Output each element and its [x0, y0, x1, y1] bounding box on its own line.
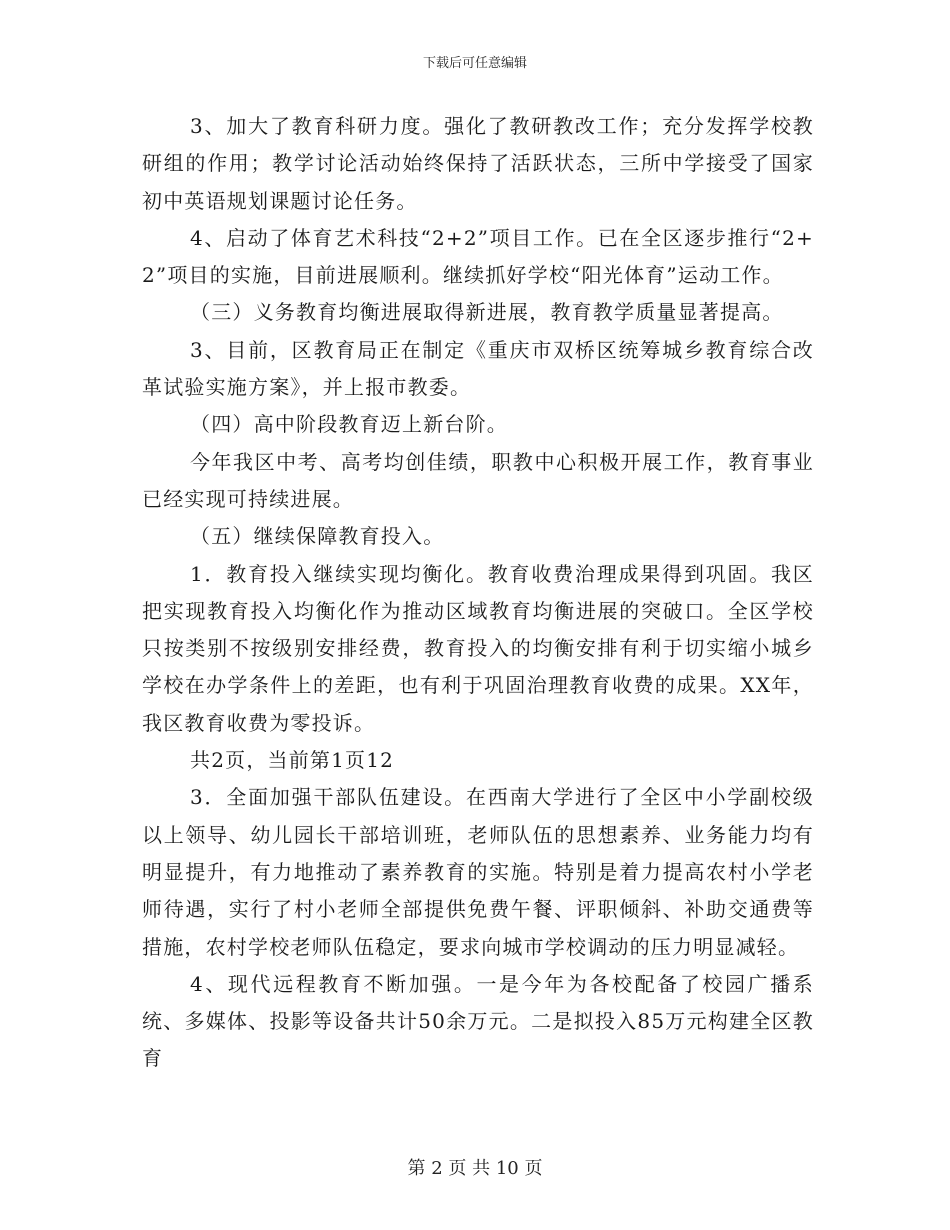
paragraph-remote-education: 4、现代远程教育不断加强。一是今年为各校配备了校园广播系统、多媒体、投影等设备共计50余万元。二是拟投入85万元构建全区教育 [142, 971, 814, 1071]
page-number-footer: 第 2 页 共 10 页 [407, 1158, 543, 1179]
paragraph-exam-results: 今年我区中考、高考均创佳绩，职教中心积极开展工作，教育事业已经实现可持续进展。 [142, 449, 814, 511]
section-heading-investment: （五）继续保障教育投入。 [190, 524, 445, 549]
page-header-note: 下载后可任意编辑 [422, 56, 527, 71]
paragraph-reform-plan: 3、目前，区教育局正在制定《重庆市双桥区统筹城乡教育综合改革试验实施方案》，并上报市教委。 [142, 337, 814, 400]
section-heading-compulsory-education: （三）义务教育均衡进展取得新进展，教育教学质量显著提高。 [190, 300, 784, 325]
paragraph-staff-building: 3．全面加强干部队伍建设。在西南大学进行了全区中小学副校级以上领导、幼儿园长干部培训班，老师队伍的思想素养、业务能力均有明显提升，有力地推动了素养教育的实施。特别是着力提高农村小学老师待遇，实行了村小老师全部提供免费午餐、评职倾斜、补助交通费等措施，农村学校老师队伍稳定，要求向城市学校调动的压力明显减轻。 [142, 785, 814, 959]
paragraph-research: 3、加大了教育科研力度。强化了教研教改工作；充分发挥学校教研组的作用；教学讨论活动始终保持了活跃状态，三所中学接受了国家初中英语规划课题讨论任务。 [142, 114, 814, 213]
section-heading-high-school: （四）高中阶段教育迈上新台阶。 [190, 412, 508, 437]
paragraph-sports-arts: 4、启动了体育艺术科技“2+2”项目工作。已在全区逐步推行“2+2”项目的实施，目前进展顺利。继续抓好学校“阳光体育”运动工作。 [142, 225, 814, 288]
paragraph-balanced-investment: 1．教育投入继续实现均衡化。教育收费治理成果得到巩固。我区把实现教育投入均衡化作为推动区域教育均衡进展的突破口。全区学校只按类别不按级别安排经费，教育投入的均衡安排有利于切实缩小城乡学校在办学条件上的差距，也有利于巩固治理教育收费的成果。XX年，我区教育收费为零投诉。 [142, 561, 814, 735]
paragraph-page-marker: 共2页，当前第1页12 [190, 748, 395, 773]
document-body [142, 108, 814, 1078]
